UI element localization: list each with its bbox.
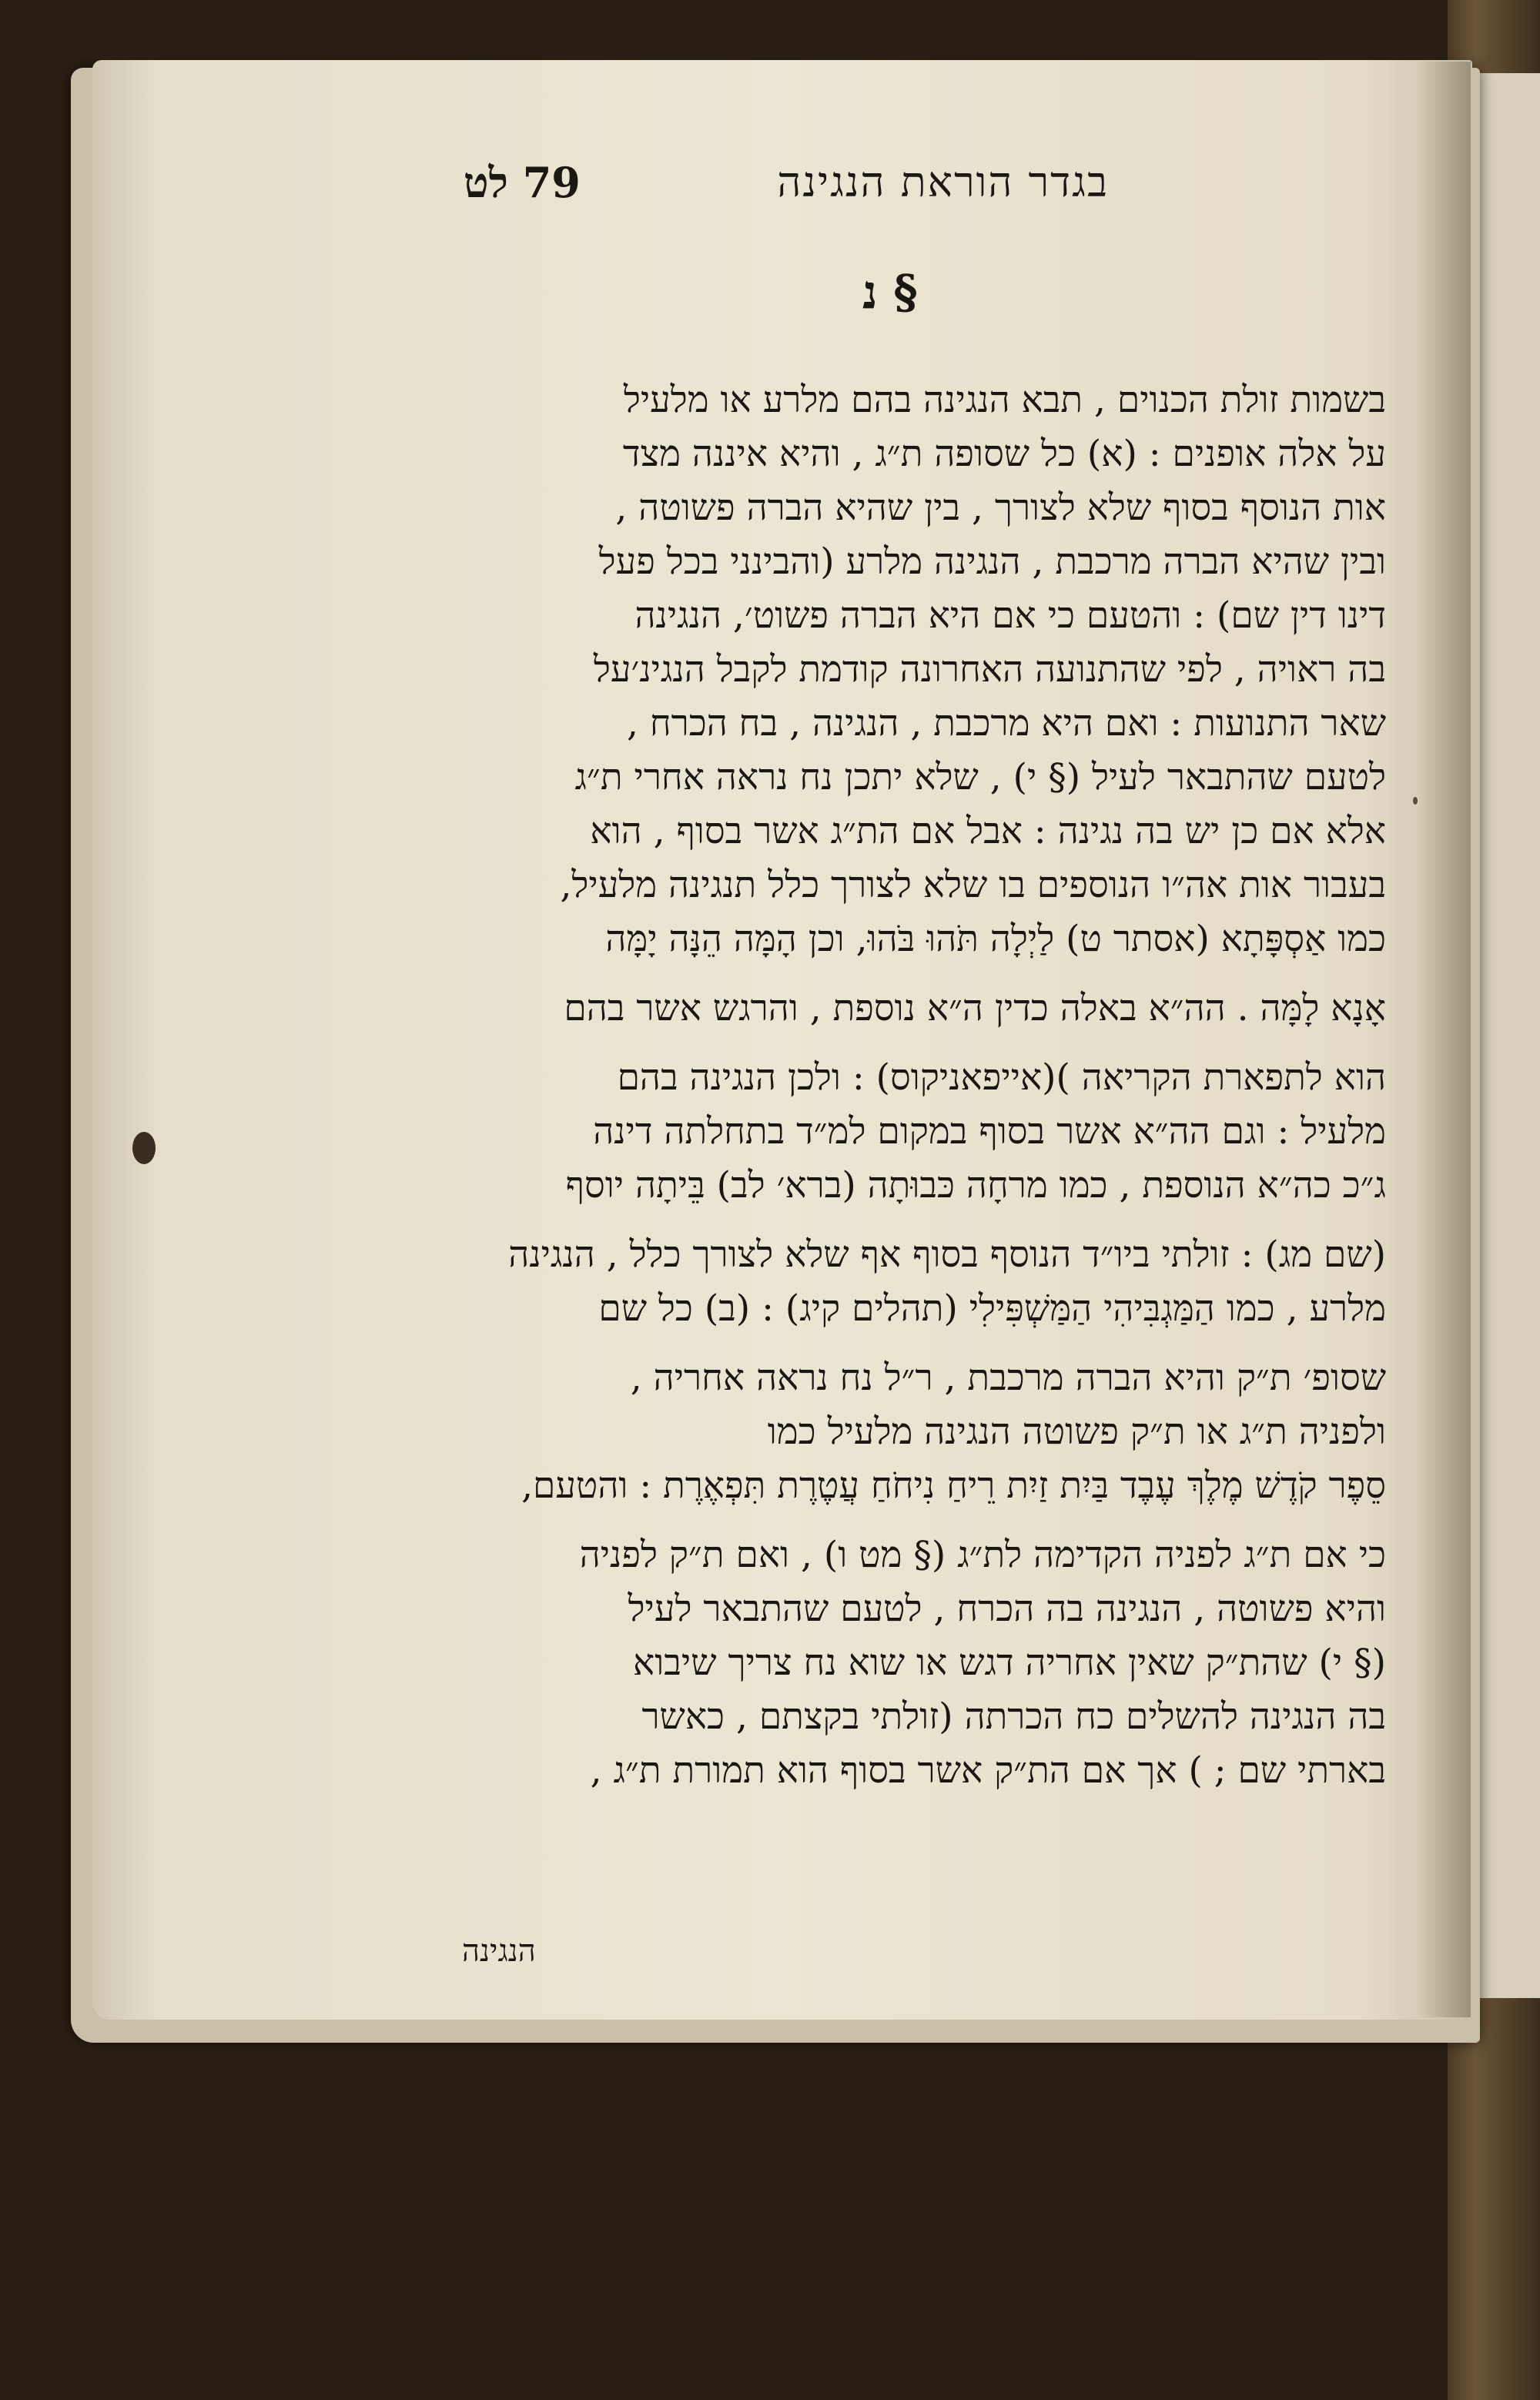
text-line: אלא אם כן יש בה נגינה : אבל אם הת״ג אשר בסוף , הוא bbox=[590, 810, 1386, 852]
text-line: שסופ׳ ת״ק והיא הברה מרכבת , ר״ל נח נראה אחריה , bbox=[630, 1357, 1386, 1399]
page-number-arabic: 79 bbox=[522, 158, 581, 207]
text-line: לטעם שהתבאר לעיל (§ י) , שלא יתכן נח נראה אחרי ת״ג bbox=[574, 756, 1386, 798]
text-line: ולפניה ת״ג או ת״ק פשוטה הנגינה מלעיל כמו bbox=[767, 1411, 1386, 1453]
text-line: ובין שהיא הברה מרכבת , הנגינה מלרע (והבינני בכל פעל bbox=[598, 541, 1386, 583]
page-header bbox=[431, 158, 1124, 219]
gutter-shadow bbox=[1417, 62, 1471, 2017]
text-line: הוא לתפארת הקריאה )(אייפאניקוס) : ולכן הנגינה בהם bbox=[617, 1056, 1386, 1099]
text-line: (שם מג) : זולתי ביו״ד הנוסף בסוף אף שלא לצורך כלל , הנגינה bbox=[508, 1233, 1386, 1276]
paper-speck bbox=[1413, 797, 1418, 805]
ink-stain bbox=[132, 1132, 156, 1164]
catchword: הנגינה bbox=[462, 1933, 536, 1969]
text-line: ג״כ כה״א הנוספת , כמו מרחָה כּבוּתָה (ברא׳ לב) בֵּיתָה יוסף bbox=[565, 1164, 1386, 1207]
text-line: בשמות זולת הכנוים , תבא הנגינה בהם מלרע או מלעיל bbox=[623, 379, 1386, 421]
text-line: בה הנגינה להשלים כח הכרתה (זולתי בקצתם , כאשר bbox=[641, 1695, 1386, 1738]
text-line: שאר התנועות : ואם היא מרכבת , הנגינה , בח הכרח , bbox=[626, 702, 1386, 745]
text-line: על אלה אופנים : (א) כל שסופה ת״ג , והיא איננה מצד bbox=[622, 433, 1386, 475]
text-line: כי אם ת״ג לפניה הקדימה לת״ג (§ מט ו) , ואם ת״ק לפניה bbox=[579, 1534, 1386, 1576]
text-line: כמו אַסְפָּתָא (אסתר ט) לַיְלָה תֹּהוּ בֹּהוּ, וכן הָמָּה הֵנָּה יָמָּה bbox=[605, 918, 1386, 960]
text-line: בארתי שם ; ) אך אם הת״ק אשר בסוף הוא תמורת ת״ג , bbox=[590, 1749, 1386, 1792]
running-title: בגדר הוראת הנגינה bbox=[777, 158, 1109, 206]
text-line: סֵפֶר קֹדֶשׁ מֶלֶךְ עֶבֶד בַּיִת זַיִת רֵיחַ נִיחֹחַ עֲטֶרֶת תִּפְאֶרֶת : והטעם, bbox=[521, 1464, 1386, 1507]
text-line: דינו דין שם) : והטעם כי אם היא הברה פשוט׳, הנגינה bbox=[634, 594, 1386, 637]
page-number bbox=[447, 158, 581, 207]
section-heading: § נ bbox=[862, 266, 918, 320]
text-line: מלרע , כמו הַמַּגְבִּיהִי הַמַּשְׁפִּילִי (תהלים קיג) : (ב) כל שם bbox=[598, 1287, 1386, 1330]
text-line: בעבור אות אה״ו הנוספים בו שלא לצורך כלל תנגינה מלעיל, bbox=[560, 864, 1386, 906]
text-line: אות הנוסף בסוף שלא לצורך , בין שהיא הברה פשוטה , bbox=[615, 487, 1386, 529]
page-number-hebrew: לט bbox=[464, 158, 508, 207]
body-text bbox=[308, 373, 1386, 1798]
text-line: מלעיל : וגם הה״א אשר בסוף במקום למ״ד בתחלתה דינה bbox=[593, 1110, 1386, 1153]
text-line: בה ראויה , לפי שהתנועה האחרונה קודמת לקבל הנגינ׳על bbox=[593, 648, 1386, 691]
text-line: אָנָא לָמָּה . הה״א באלה כדין ה״א נוספת , והרגש אשר בהם bbox=[564, 987, 1386, 1029]
text-line: והיא פשוטה , הנגינה בה הכרח , לטעם שהתבאר לעיל bbox=[628, 1588, 1386, 1630]
text-line: (§ י) שהת״ק שאין אחריה דגש או שוא נח צריך שיבוא bbox=[633, 1642, 1386, 1684]
